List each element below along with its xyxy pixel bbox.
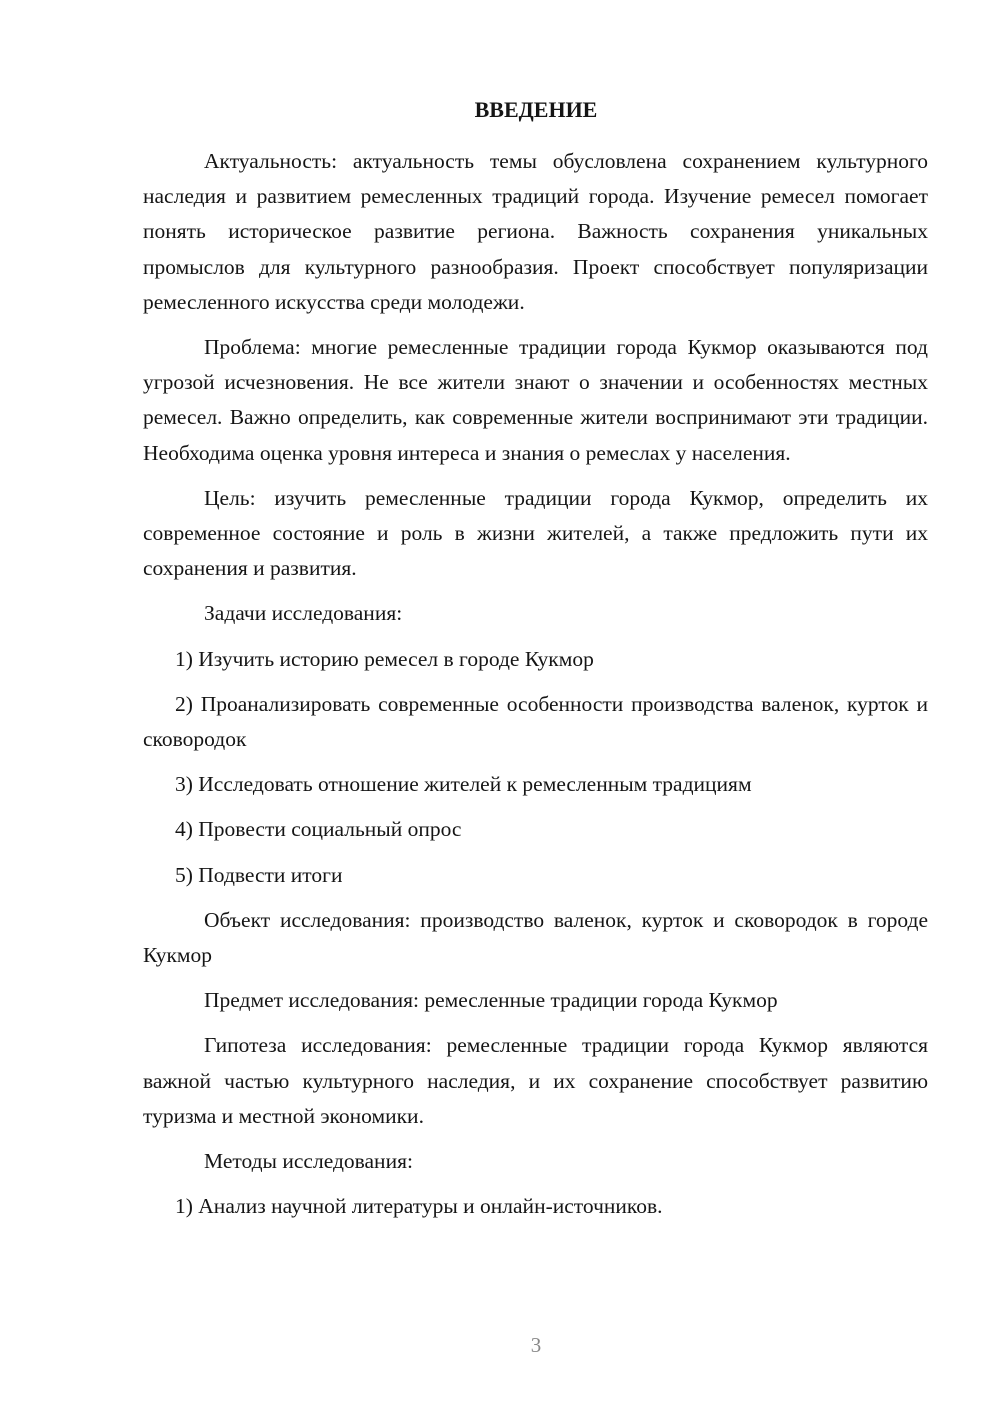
page-number: 3: [530, 1333, 542, 1357]
page-title: ВВЕДЕНИЕ: [474, 97, 598, 122]
task-item: 5) Подвести итоги: [175, 862, 343, 887]
paragraph-object: Объект исследования: производство валенок, курток и сковородок в городе Кукмор: [143, 907, 928, 968]
task-item: 2) Проанализировать современные особенности производства валенок, курток и сковородок: [143, 691, 928, 752]
methods-heading: Методы исследования:: [204, 1149, 413, 1174]
document-body: [143, 144, 928, 1234]
task-item: 4) Провести социальный опрос: [175, 817, 462, 842]
paragraph-goal: Цель: изучить ремесленные традиции города Кукмор, определить их современное состояние и роль в жизни жителей, а также предложить пути их сохранения и развития.: [143, 485, 928, 581]
task-item: 1) Изучить историю ремесел в городе Кукмор: [175, 646, 594, 671]
paragraph-subject: Предмет исследования: ремесленные традиции города Кукмор: [204, 988, 778, 1013]
paragraph-hypothesis: Гипотеза исследования: ремесленные традиции города Кукмор являются важной частью культурного наследия, и их сохранение способствует развитию туризма и местной экономики.: [143, 1033, 928, 1128]
task-item: 3) Исследовать отношение жителей к ремесленным традициям: [175, 772, 752, 797]
paragraph-problem: Проблема: многие ремесленные традиции города Кукмор оказываются под угрозой исчезновения. Не все жители знают о значении и особенностях местных ремесел. Важно определить, как современные жители воспринимают эти традиции. Необходима оценка уровня интереса и знания о ремеслах у населения.: [143, 335, 928, 465]
method-item: 1) Анализ научной литературы и онлайн-источников.: [175, 1194, 663, 1219]
tasks-heading: Задачи исследования:: [204, 601, 403, 626]
paragraph-relevance: Актуальность: актуальность темы обусловлена сохранением культурного наследия и развитием ремесленных традиций города. Изучение ремесел помогает понять историческое развитие региона. Важность сохранения уникальных промыслов для культурного разнообразия. Проект способствует популяризации ремесленного искусства среди молодежи.: [143, 149, 928, 314]
